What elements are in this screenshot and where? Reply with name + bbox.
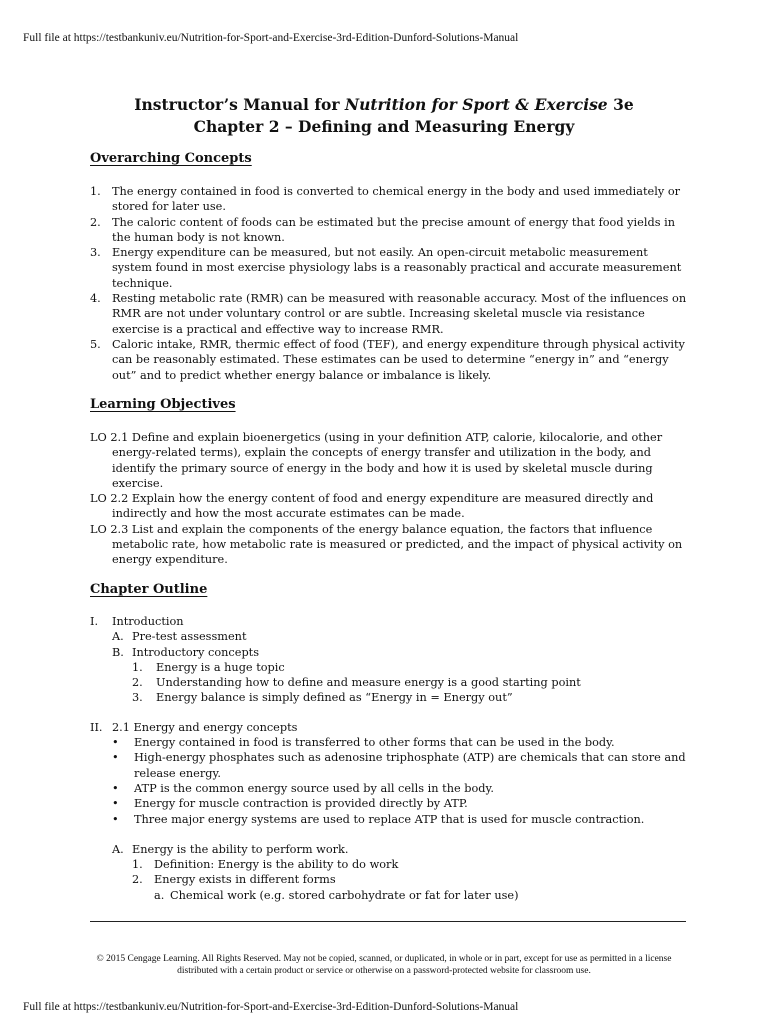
heading-overarching-concepts: Overarching Concepts: [90, 151, 252, 166]
outline-item: A. Energy is the ability to perform work.: [112, 842, 349, 856]
outline-bullet: • Energy contained in food is transferred to other forms that can be used in the body.: [112, 736, 615, 750]
outline-bullet: • Energy for muscle contraction is provided directly by ATP.: [112, 797, 468, 811]
heading-chapter-outline: Chapter Outline: [90, 582, 208, 597]
footer-file-note: Full file at https://testbankuniv.eu/Nutrition-for-Sport-and-Exercise-3rd-Edition-Dunford-Solutions-Manual: [23, 1001, 519, 1013]
heading-learning-objectives: Learning Objectives: [90, 397, 236, 412]
outline-bullet: • High-energy phosphates such as adenosine triphosphate (ATP) are chemicals that can store and release energy.: [112, 751, 686, 780]
outline-item: 2. Energy exists in different forms: [132, 873, 336, 887]
outline-item: II. 2.1 Energy and energy concepts: [90, 720, 298, 734]
list-item: LO 2.2 Explain how the energy content of food and energy expenditure are measured directly and indirectly and how the most accurate estimates can be made.: [90, 492, 654, 521]
list-item: 4. Resting metabolic rate (RMR) can be measured with reasonable accuracy. Most of the influences on RMR are not under voluntary control or are subtle. Increasing skeletal muscle via resistance exercise is a practical and effective way to increase RMR.: [90, 292, 687, 336]
title-line-1: Instructor’s Manual for Nutrition for Sport & Exercise 3e: [134, 95, 634, 114]
outline-item: a. Chemical work (e.g. stored carbohydrate or fat for later use): [154, 888, 519, 902]
list-item: LO 2.3 List and explain the components of the energy balance equation, the factors that influence metabolic rate, how metabolic rate is measured or predicted, and the impact of physical activity on energy expenditure.: [90, 522, 683, 567]
chapter-outline: [90, 614, 690, 903]
outline-bullet: • ATP is the common energy source used by all cells in the body.: [112, 781, 494, 795]
outline-item: I. Introduction: [90, 615, 184, 628]
list-item: LO 2.1 Define and explain bioenergetics (using in your definition ATP, calorie, kilocalorie, and other energy-related terms), explain the concepts of energy transfer and utilization in the body, and identify the primary source of energy in the body and how it is used by skeletal muscle during exercise.: [90, 431, 663, 490]
outline-item: 1. Definition: Energy is the ability to do work: [132, 858, 399, 872]
header-file-note: Full file at https://testbankuniv.eu/Nutrition-for-Sport-and-Exercise-3rd-Edition-Dunford-Solutions-Manual: [23, 32, 519, 44]
copyright-notice: © 2015 Cengage Learning. All Rights Reserved. May not be copied, scanned, or duplicated, in whole or in part, except for use as permitted in a license distributed with a certain product or service or otherwise on a password-protected website for classroom use.: [96, 954, 672, 976]
overarching-concepts-list: [90, 184, 690, 383]
outline-bullet: • Three major energy systems are used to replace ATP that is used for muscle contraction.: [112, 812, 645, 826]
outline-item: 3. Energy balance is simply defined as “Energy in = Energy out”: [132, 691, 513, 705]
outline-item: B. Introductory concepts: [112, 645, 260, 659]
footer-divider: [90, 921, 686, 922]
book-title: Nutrition for Sport & Exercise: [344, 95, 608, 114]
learning-objectives-list: [90, 430, 690, 568]
outline-item: A. Pre-test assessment: [112, 630, 247, 644]
outline-item: 1. Energy is a huge topic: [132, 660, 285, 674]
page-title: [0, 94, 768, 138]
list-item: 3. Energy expenditure can be measured, but not easily. An open-circuit metabolic measurement system found in most exercise physiology labs is a reasonably practical and accurate measurement technique.: [90, 246, 682, 290]
list-item: 2. The caloric content of foods can be estimated but the precise amount of energy that food yields in the human body is not known.: [90, 215, 675, 244]
outline-item: 2. Understanding how to define and measure energy is a good starting point: [132, 676, 581, 690]
title-line-2: Chapter 2 – Defining and Measuring Energy: [193, 117, 575, 136]
list-item: 1. The energy contained in food is converted to chemical energy in the body and used immediately or stored for later use.: [90, 185, 681, 214]
list-item: 5. Caloric intake, RMR, thermic effect of food (TEF), and energy expenditure through physical activity can be reasonably estimated. These estimates can be used to determine “energy in” and “energy out” and to predict whether energy balance or imbalance is likely.: [90, 337, 685, 382]
